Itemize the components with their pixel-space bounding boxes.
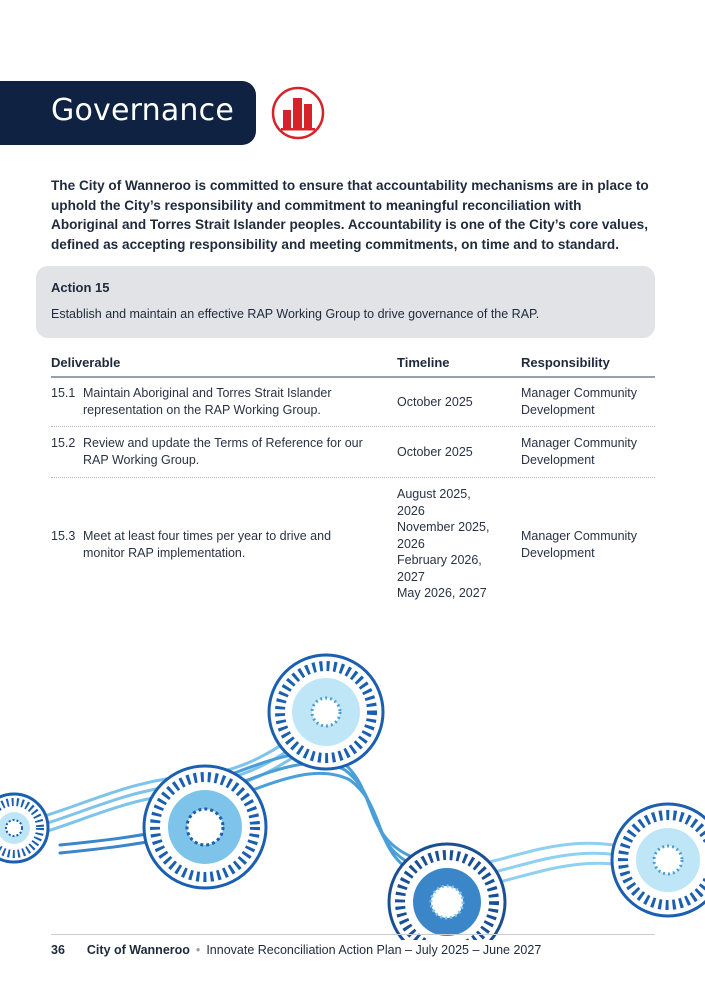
circle-motif (389, 844, 505, 940)
page-number: 36 (51, 943, 65, 957)
row-3-timeline (397, 486, 517, 602)
circle-motif (269, 655, 383, 769)
row-2-timeline: October 2025 (397, 445, 473, 459)
footer-document-title: Innovate Reconciliation Action Plan – July 2025 – June 2027 (206, 943, 542, 957)
row-1-timeline: October 2025 (397, 395, 473, 409)
row-divider (51, 477, 655, 478)
timeline-line: February 2026, (397, 553, 482, 567)
action-description: Establish and maintain an effective RAP Working Group to drive governance of the RAP. (51, 307, 540, 321)
timeline-line: May 2026, 2027 (397, 586, 487, 600)
intro-paragraph: The City of Wanneroo is committed to ensure that accountability mechanisms are in place to uphold the City’s responsibility and commitment to meaningful reconciliation with Aboriginal and Torres Strait Islander peoples. Accountability is one of the City’s core values, defined as accepting responsibility and meeting commitments, on time and to standard. (51, 178, 649, 252)
row-2-responsibility: Manager Community Development (521, 436, 638, 467)
circle-motif (612, 804, 705, 916)
footer-organisation: City of Wanneroo (86, 943, 190, 957)
action-box (36, 266, 655, 338)
row-3-responsibility: Manager Community Development (521, 529, 638, 560)
section-title: Governance (51, 93, 234, 128)
timeline-line: 2026 (397, 503, 425, 518)
circle-motif (144, 766, 266, 888)
row-2-number: 15.2 (51, 436, 76, 450)
timeline-line: 2027 (397, 569, 425, 584)
header-deliverable: Deliverable (51, 355, 121, 370)
row-1-responsibility: Manager Community Development (521, 386, 638, 417)
header-timeline: Timeline (397, 355, 450, 370)
row-divider (51, 426, 655, 427)
row-1-number: 15.1 (51, 386, 76, 400)
footer-separator: • (195, 943, 201, 957)
header-responsibility: Responsibility (521, 355, 610, 370)
header-divider (51, 376, 655, 378)
governance-bar-chart-icon (271, 84, 325, 142)
row-1-deliverable: Maintain Aboriginal and Torres Strait Islander representation on the RAP Working Group. (83, 386, 332, 417)
aboriginal-artwork-illustration (0, 650, 705, 940)
timeline-line: November 2025, (397, 520, 490, 534)
row-3-deliverable: Meet at least four times per year to drive and monitor RAP implementation. (83, 529, 332, 560)
timeline-line: 2026 (397, 536, 425, 551)
row-3-number: 15.3 (51, 529, 76, 543)
circle-motif (0, 794, 48, 862)
row-2-deliverable: Review and update the Terms of Reference for our RAP Working Group. (83, 436, 363, 467)
timeline-line: August 2025, (397, 487, 471, 501)
footer (51, 943, 541, 957)
footer-divider (51, 934, 655, 935)
action-title: Action 15 (51, 280, 110, 295)
